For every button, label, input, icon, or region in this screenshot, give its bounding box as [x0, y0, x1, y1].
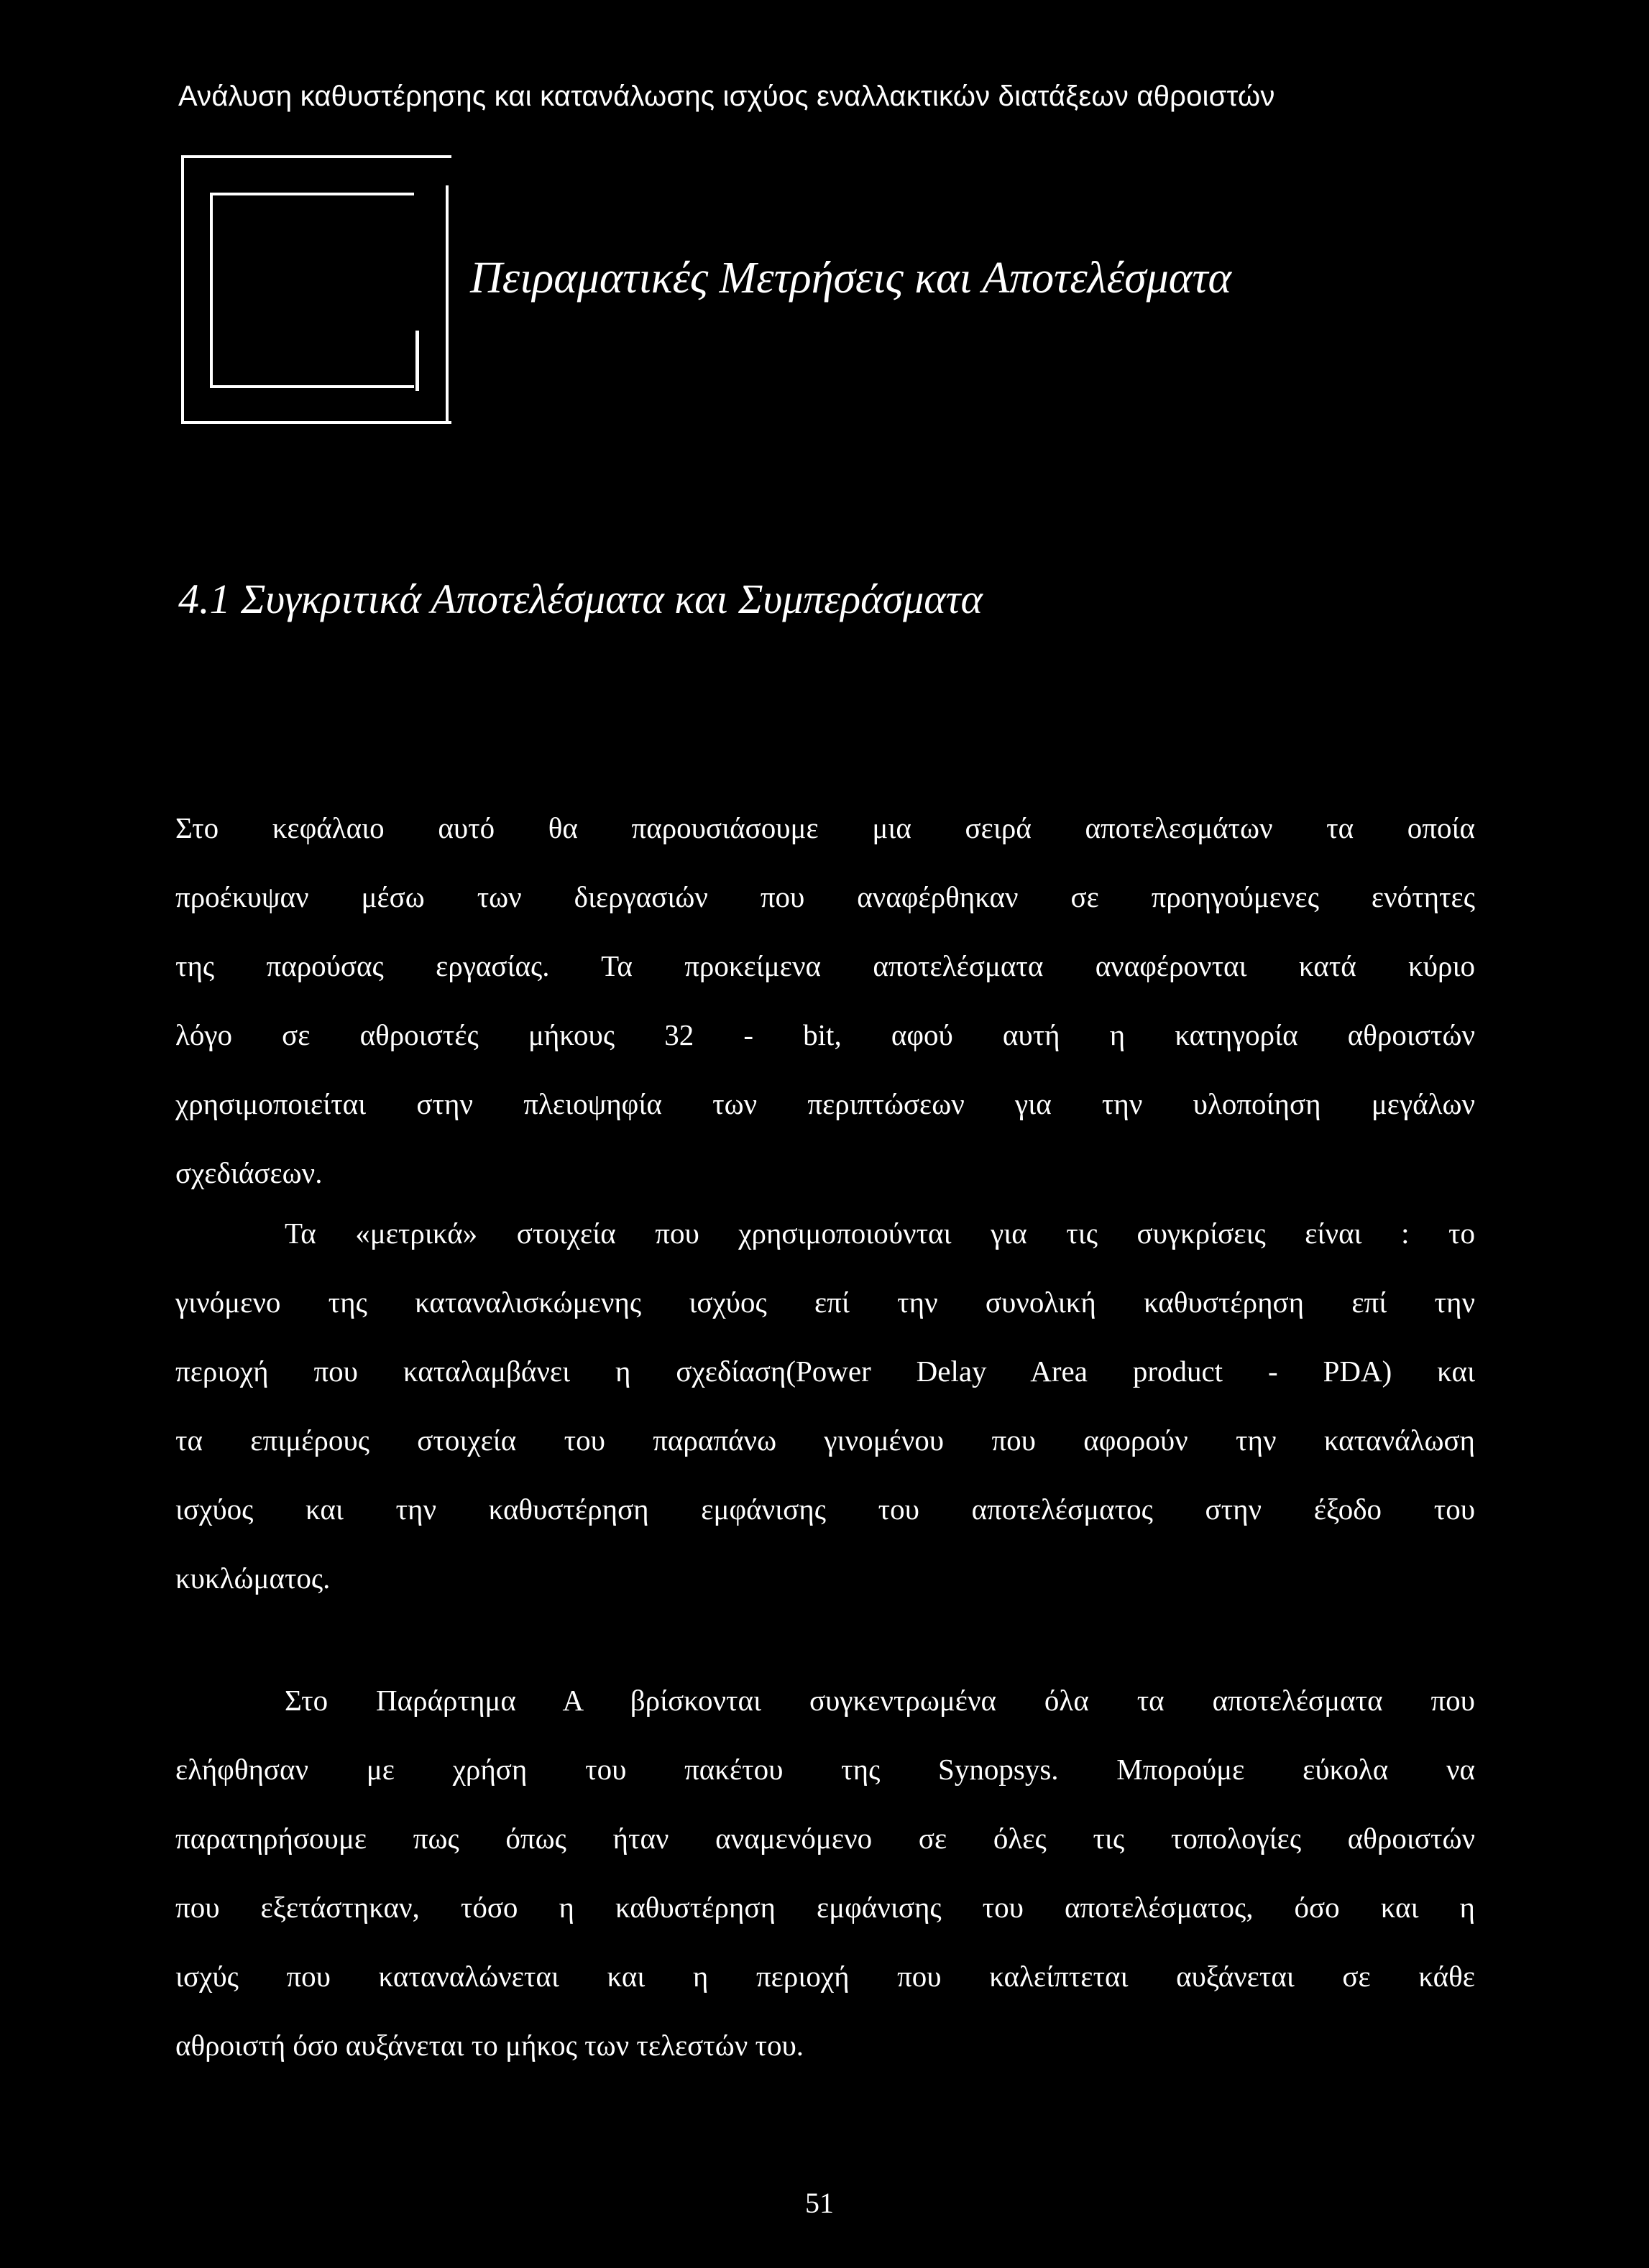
paragraph-appendix: [175, 1666, 1475, 2080]
paragraph-line: περιοχή που καταλαμβάνει η σχεδίαση(Power Delay Area product - PDA) και: [175, 1355, 1475, 1388]
paragraph-line: κυκλώματος.: [175, 1562, 331, 1595]
paragraph-metrics: [175, 1199, 1475, 1613]
paragraph-line: ισχύος και την καθυστέρηση εμφάνισης του αποτελέσματος στην έξοδο του: [175, 1493, 1475, 1526]
paragraph-line: της παρούσας εργασίας. Τα προκείμενα αποτελέσματα αναφέρονται κατά κύριο: [175, 949, 1475, 982]
paragraph-line: Τα «μετρικά» στοιχεία που χρησιμοποιούνται για τις συγκρίσεις είναι : το: [285, 1217, 1475, 1250]
paragraph-line: παρατηρήσουμε πως όπως ήταν αναμενόμενο σε όλες τις τοπολογίες αθροιστών: [175, 1822, 1475, 1855]
paragraph-line: λόγο σε αθροιστές μήκους 32 - bit, αφού αυτή η κατηγορία αθροιστών: [175, 1018, 1475, 1051]
running-header: Ανάλυση καθυστέρησης και κατανάλωσης ισχύος εναλλακτικών διατάξεων αθροιστών: [178, 80, 1275, 112]
paragraph-line: σχεδιάσεων.: [175, 1156, 323, 1189]
section-title: 4.1 Συγκριτικά Αποτελέσματα και Συμπεράσματα: [178, 576, 983, 622]
ornament-inner-right-bar: [415, 331, 419, 391]
page-number: 51: [805, 2187, 834, 2219]
paragraph-line: χρησιμοποιείται στην πλειοψηφία των περιπτώσεων για την υλοποίηση μεγάλων: [175, 1087, 1475, 1120]
paragraph-line: Στο Παράρτημα Α βρίσκονται συγκεντρωμένα όλα τα αποτελέσματα που: [285, 1684, 1475, 1717]
paragraph-line: ελήφθησαν με χρήση του πακέτου της Synopsys. Μπορούμε εύκολα να: [175, 1753, 1475, 1786]
paragraph-line: που εξετάστηκαν, τόσο η καθυστέρηση εμφάνισης του αποτελέσματος, όσο και η: [175, 1891, 1475, 1924]
paragraph-line: τα επιμέρους στοιχεία του παραπάνω γινομένου που αφορούν την κατανάλωση: [175, 1424, 1475, 1457]
paragraph-line: γινόμενο της καταναλισκώμενης ισχύος επί την συνολική καθυστέρηση επί την: [175, 1286, 1475, 1319]
paragraph-line: Στο κεφάλαιο αυτό θα παρουσιάσουμε μια σειρά αποτελεσμάτων τα οποία: [175, 811, 1475, 844]
ornament-outer-right-bar: [446, 185, 449, 424]
paragraph-line: προέκυψαν μέσω των διεργασιών που αναφέρθηκαν σε προηγούμενες ενότητες: [175, 880, 1475, 913]
paragraph-intro: [175, 793, 1475, 1207]
ornament-inner-frame: [210, 193, 414, 388]
paragraph-line: ισχύς που καταναλώνεται και η περιοχή που καλείπτεται αυξάνεται σε κάθε: [175, 1960, 1475, 1993]
paragraph-line: αθροιστή όσο αυξάνεται το μήκος των τελεστών του.: [175, 2029, 804, 2062]
chapter-title: Πειραματικές Μετρήσεις και Αποτελέσματα: [470, 254, 1232, 303]
